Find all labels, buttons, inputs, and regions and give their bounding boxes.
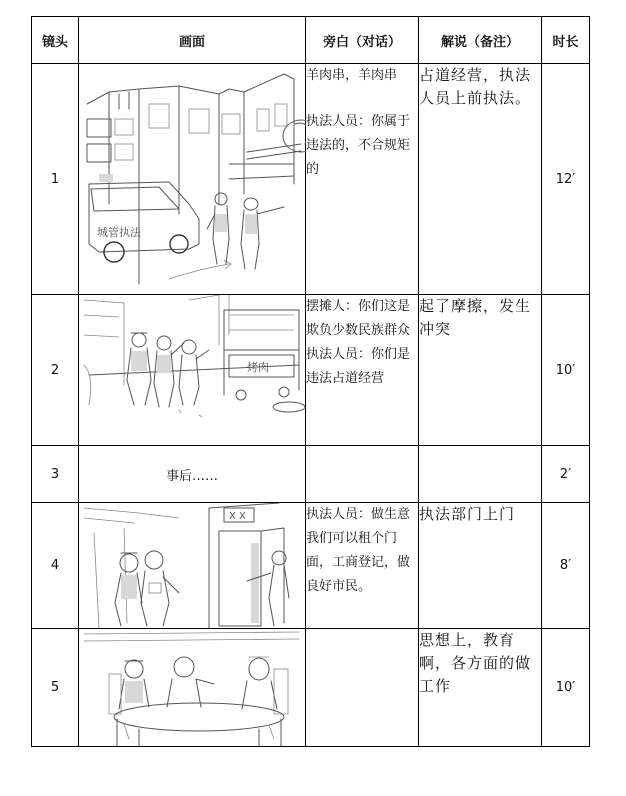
- notes-cell: 起了摩擦，发生冲突: [419, 295, 542, 446]
- sketch-label-chengguan: 城管执法: [97, 226, 141, 239]
- table-row: [32, 629, 590, 747]
- voiceover-line: 摆摊人：你们这是欺负少数民族群众: [306, 299, 411, 338]
- header-voiceover: 旁白（对话）: [306, 17, 419, 64]
- sketch-table-talk: [79, 629, 306, 747]
- voiceover-cell: 执法人员：做生意我们可以租个门面，工商登记，做良好市民。: [306, 503, 419, 629]
- sketch-label-door: X X: [229, 511, 246, 522]
- table-row: [32, 503, 590, 629]
- shot-number: 3: [32, 446, 79, 503]
- sketch-label-bbq: 烤肉: [247, 361, 269, 374]
- header-duration: 时长: [542, 17, 590, 64]
- notes-cell: [419, 446, 542, 503]
- table-row: [32, 446, 590, 503]
- header-image: 画面: [79, 17, 306, 64]
- duration: 8′: [542, 503, 590, 629]
- header-row: [32, 17, 590, 64]
- voiceover-line: 执法人员：你们是违法占道经营: [306, 347, 411, 386]
- duration: 2′: [542, 446, 590, 503]
- shot-number: 1: [32, 64, 79, 295]
- voiceover-cell: [306, 295, 419, 446]
- sketch-door-visit: [79, 503, 306, 629]
- notes-cell: 占道经营，执法人员上前执法。: [419, 64, 542, 295]
- voiceover-cell: [306, 64, 419, 295]
- table-row: [32, 64, 590, 295]
- voiceover-cell: [306, 446, 419, 503]
- voiceover-line: 执法人员：你属于违法的，不合规矩的: [306, 114, 411, 177]
- image-caption: 事后……: [79, 446, 306, 503]
- duration: 10′: [542, 295, 590, 446]
- sketch-conflict: [79, 295, 306, 446]
- header-shot: 镜头: [32, 17, 79, 64]
- notes-cell: 思想上，教育啊，各方面的做工作: [419, 629, 542, 747]
- voiceover-line: 羊肉串，羊肉串: [306, 68, 398, 83]
- duration: 12′: [542, 64, 590, 295]
- shot-number: 4: [32, 503, 79, 629]
- storyboard-table: [31, 16, 590, 747]
- sketch-street-vendor: [79, 64, 306, 295]
- shot-number: 2: [32, 295, 79, 446]
- table-row: [32, 295, 590, 446]
- notes-cell: 执法部门上门: [419, 503, 542, 629]
- header-notes: 解说（备注）: [419, 17, 542, 64]
- shot-number: 5: [32, 629, 79, 747]
- duration: 10′: [542, 629, 590, 747]
- voiceover-cell: [306, 629, 419, 747]
